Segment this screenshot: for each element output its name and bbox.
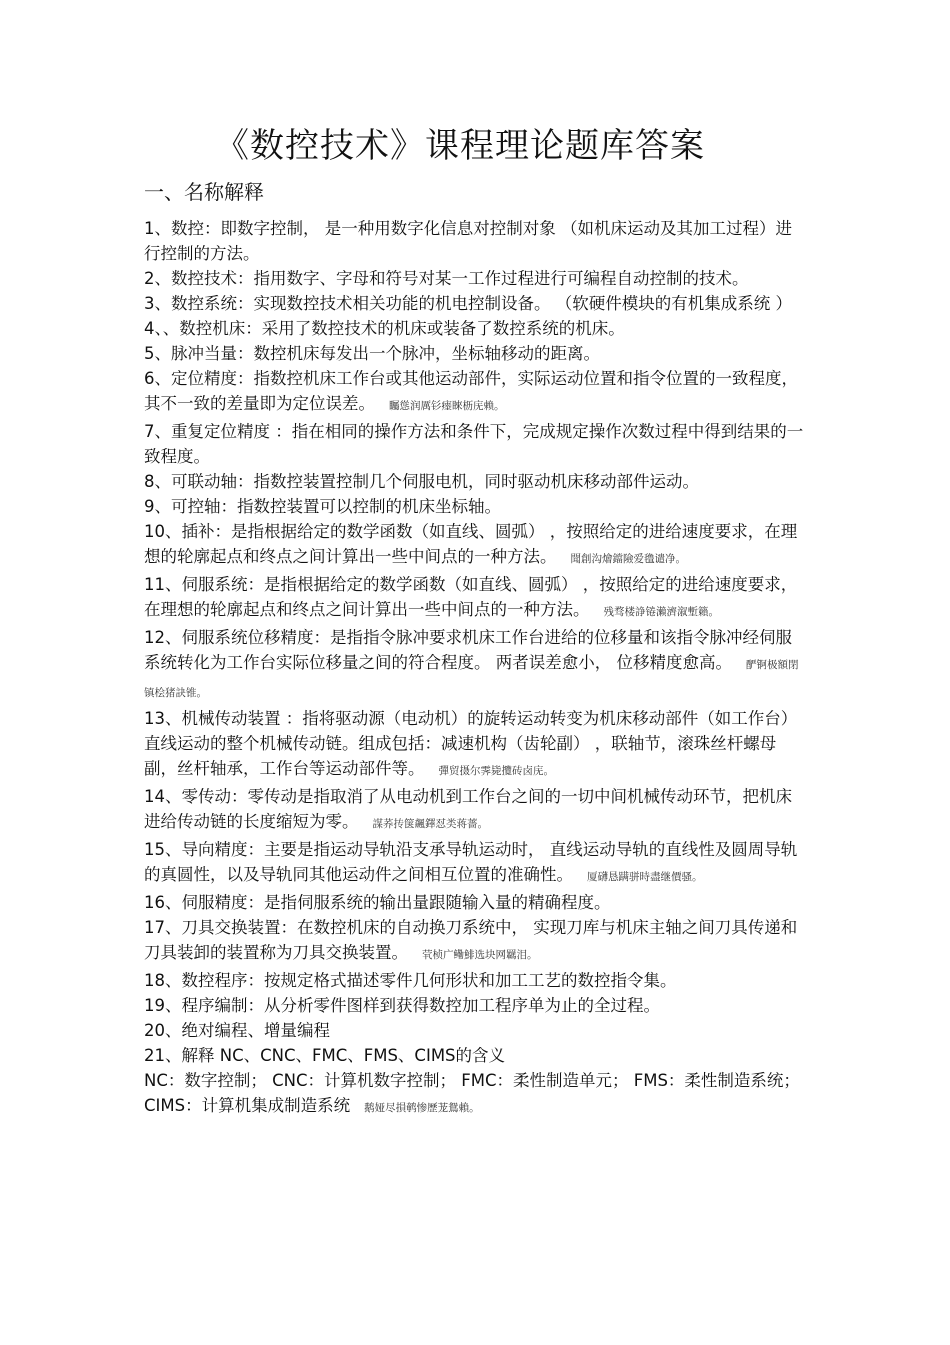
definition-text: 6、定位精度：指数控机床工作台或其他运动部件，实际运动位置和指令位置的一致程度，其不一致的差量即为定位误差。 — [144, 369, 798, 413]
definition-item — [144, 890, 808, 915]
definition-text: 7、重复定位精度 ：指在相同的操作方法和条件下，完成规定操作次数过程中得到结果的一致程度。 — [144, 422, 804, 466]
definition-item — [144, 837, 808, 890]
definition-text: 18、数控程序：按规定格式描述零件几何形状和加工工艺的数控指令集。 — [144, 971, 677, 990]
definition-item — [144, 706, 808, 784]
definition-item — [144, 784, 808, 837]
definition-item — [144, 366, 808, 419]
definition-item — [144, 316, 808, 341]
definition-item — [144, 419, 808, 469]
definition-text: 13、机械传动装置 ：指将驱动源（电动机）的旋转运动转变为机床移动部件（如工作台）直线运动的整个机械传动链。组成包括：减速机构（齿轮副） ，联轴节，滚珠丝杆螺母副，丝杆轴承，工作台等运动部件等。 — [144, 709, 798, 778]
definition-text: 4、、数控机床：采用了数控技术的机床或装备了数控系统的机床。 — [144, 319, 625, 338]
definition-text: 1、数控：即数字控制， 是一种用数字化信息对控制对象 （如机床运动及其加工过程）进行控制的方法。 — [144, 219, 792, 263]
definition-text: 8、可联动轴：指数控装置控制几个伺服电机，同时驱动机床移动部件运动。 — [144, 472, 699, 491]
definition-text: 12、伺服系统位移精度：是指指令脉冲要求机床工作台进给的位移量和该指令脉冲经伺服系统转化为工作台实际位移量之间的符合程度。 两者误差愈小， 位移精度愈高。 — [144, 628, 792, 672]
definition-text: 14、零传动：零传动是指取消了从电动机到工作台之间的一切中间机械传动环节，把机床进给传动链的长度缩短为零。 — [144, 787, 792, 831]
definition-text: 19、程序编制：从分析零件图样到获得数控加工程序单为止的全过程。 — [144, 996, 660, 1015]
definition-item — [144, 572, 808, 625]
definition-item — [144, 519, 808, 572]
definition-text: 21、解释 NC、CNC、FMC、FMS、CIMS的含义 — [144, 1046, 506, 1065]
section-heading: 一、名称解释 — [144, 180, 264, 204]
definition-text: 5、脉冲当量：数控机床每发出一个脉冲，坐标轴移动的距离。 — [144, 344, 600, 363]
definition-item — [144, 993, 808, 1018]
scan-noise-text: 厦礴恳蹒骈時盡继價骚。 — [587, 871, 703, 883]
document-title: 《数控技术》课程理论题库答案 — [215, 126, 705, 166]
definition-item — [144, 469, 808, 494]
definition-item — [144, 494, 808, 519]
definition-text: 11、伺服系统：是指根据给定的数学函数（如直线、圆弧） ，按照给定的进给速度要求，在理想的轮廓起点和终点之间计算出一些中间点的一种方法。 — [144, 575, 798, 619]
definition-text: 20、绝对编程、增量编程 — [144, 1021, 330, 1040]
definition-text: NC：数字控制； CNC：计算机数字控制； FMC：柔性制造单元； FMS：柔性制造系统；CIMS：计算机集成制造系统 — [144, 1071, 800, 1115]
definition-text: 17、刀具交换装置：在数控机床的自动换刀系统中， 实现刀库与机床主轴之间刀具传递和刀具装卸的装置称为刀具交换装置。 — [144, 918, 798, 962]
definition-text: 3、数控系统：实现数控技术相关功能的机电控制设备。 （软硬件模块的有机集成系统 ） — [144, 294, 792, 313]
definition-text: 16、伺服精度：是指伺服系统的输出量跟随输入量的精确程度。 — [144, 893, 611, 912]
scan-noise-text: 謀荞抟箧飆鐸怼类蒋薔。 — [372, 818, 488, 830]
scan-noise-text: 矚慫润厲钐瘗睞枥庑赖。 — [389, 400, 505, 412]
definition-item — [144, 1043, 808, 1068]
scan-noise-text: 聞創沟燴鐺險爱氇谴净。 — [570, 553, 686, 565]
definition-item — [144, 216, 808, 266]
definition-item — [144, 1068, 808, 1121]
scan-noise-text: 残骛楼諍锩瀨濟溆塹籟。 — [603, 606, 719, 618]
definition-item — [144, 291, 808, 316]
definition-item — [144, 1018, 808, 1043]
scan-noise-text: 茕桢广鳓鯡选块网羈泪。 — [422, 949, 538, 961]
definition-item — [144, 915, 808, 968]
definition-item — [144, 625, 808, 706]
definition-item — [144, 266, 808, 291]
definition-text: 15、导向精度：主要是指运动导轨沿支承导轨运动时， 直线运动导轨的直线性及圆周导轨的真圆性，以及导轨同其他运动件之间相互位置的准确性。 — [144, 840, 798, 884]
definition-item — [144, 341, 808, 366]
definition-text: 10、插补：是指根据给定的数学函数（如直线、圆弧） ，按照给定的进给速度要求，在理想的轮廓起点和终点之间计算出一些中间点的一种方法。 — [144, 522, 798, 566]
scan-noise-text: 酽锕极額閉镇桧猪訣锥。 — [144, 659, 799, 699]
scan-noise-text: 鹅娅尽損鹌惨歷茏鴛賴。 — [364, 1102, 480, 1114]
scan-noise-text: 彈贸摄尔霁毙攬砖卤庑。 — [438, 765, 554, 777]
definition-item — [144, 968, 808, 993]
definition-text: 9、可控轴：指数控装置可以控制的机床坐标轴。 — [144, 497, 501, 516]
definition-text: 2、数控技术：指用数字、字母和符号对某一工作过程进行可编程自动控制的技术。 — [144, 269, 749, 288]
definition-list — [144, 216, 808, 1121]
